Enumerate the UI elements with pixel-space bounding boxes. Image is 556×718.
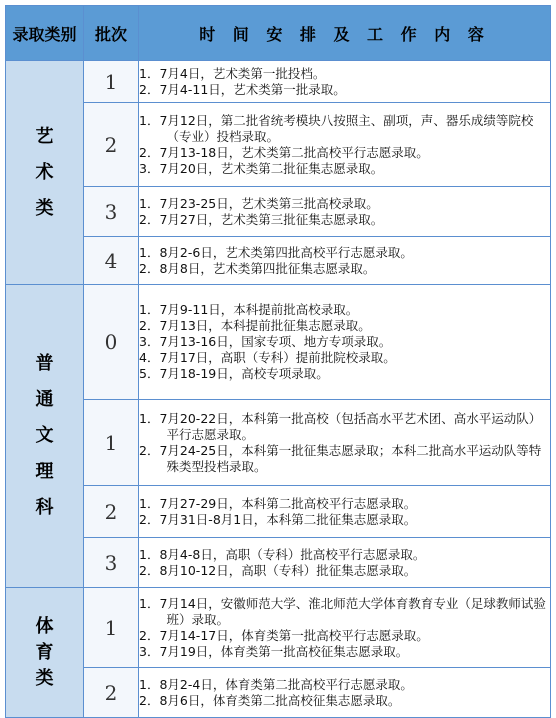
header-content: 时 间 安 排 及 工 作 内 容 — [139, 6, 551, 61]
header-batch: 批次 — [84, 6, 139, 61]
schedule-item: 4．7月17日，高职（专科）提前批院校录取。 — [139, 350, 396, 365]
schedule-item: 2．8月8日，艺术类第四批征集志愿录取。 — [139, 260, 376, 276]
schedule-item: 1．7月27-29日，本科第二批高校平行志愿录取。 — [139, 495, 417, 511]
table-body — [6, 61, 551, 718]
schedule-content — [139, 400, 551, 486]
schedule-item: 1．7月12日，第二批省统考模块八按照主、副项，声、器乐成绩等院校（专业）投档录取。 — [139, 112, 534, 144]
category-cell-general — [6, 285, 84, 588]
schedule-item: 2．7月4-11日，艺术类第一批录取。 — [139, 81, 346, 97]
schedule-item: 2．7月31日-8月1日，本科第二批征集志愿录取。 — [139, 511, 417, 527]
batch-number: 2 — [84, 668, 139, 718]
table-row — [6, 103, 551, 187]
schedule-content — [139, 187, 551, 237]
category-cell-art — [6, 61, 84, 285]
category-label: 艺术类 — [35, 125, 54, 219]
batch-number: 1 — [84, 61, 139, 103]
batch-number: 2 — [84, 103, 139, 187]
schedule-item: 1．7月20-22日，本科第一批高校（包括高水平艺术团、高水平运动队）平行志愿录取。 — [139, 410, 542, 442]
schedule-item: 1．7月14日，安徽师范大学、淮北师范大学体育教育专业（足球教师试验班）录取。 — [139, 595, 546, 627]
schedule-item: 2．7月24-25日，本科第一批征集志愿录取；本科二批高水平运动队等特殊类型投档录取。 — [139, 442, 542, 474]
schedule-item: 5．7月18-19日，高校专项录取。 — [139, 366, 329, 381]
table-row — [6, 237, 551, 285]
schedule-content — [139, 486, 551, 538]
table-row — [6, 187, 551, 237]
category-cell-pe — [6, 588, 84, 718]
batch-number: 0 — [84, 285, 139, 400]
schedule-content — [139, 237, 551, 285]
table-row — [6, 400, 551, 486]
schedule-item: 1．7月23-25日，艺术类第三批高校录取。 — [139, 195, 379, 211]
schedule-content — [139, 103, 551, 187]
schedule-content — [139, 538, 551, 588]
schedule-item: 3．7月19日，体育类第一批高校征集志愿录取。 — [139, 643, 409, 659]
schedule-item: 2．7月13-18日，艺术类第二批高校平行志愿录取。 — [139, 144, 429, 160]
schedule-item: 3．7月13-16日，国家专项、地方专项录取。 — [139, 334, 392, 349]
batch-number: 3 — [84, 187, 139, 237]
category-label: 体育类 — [35, 615, 54, 689]
schedule-item: 1．8月2-6日，艺术类第四批高校平行志愿录取。 — [139, 244, 413, 260]
schedule-content — [139, 588, 551, 668]
batch-number: 1 — [84, 400, 139, 486]
admission-schedule-table — [5, 5, 551, 718]
table-row — [6, 538, 551, 588]
schedule-item: 2．8月6日，体育类第二批高校征集志愿录取。 — [139, 692, 401, 708]
table-row — [6, 285, 551, 400]
batch-number: 4 — [84, 237, 139, 285]
table-row — [6, 588, 551, 668]
schedule-item: 1．8月2-4日，体育类第二批高校平行志愿录取。 — [139, 676, 413, 692]
schedule-item: 2．7月27日，艺术类第三批征集志愿录取。 — [139, 211, 384, 227]
schedule-item: 1．8月4-8日，高职（专科）批高校平行志愿录取。 — [139, 546, 426, 562]
header-row — [6, 6, 551, 61]
table-row — [6, 61, 551, 103]
batch-number: 1 — [84, 588, 139, 668]
schedule-content — [139, 668, 551, 718]
header-category: 录取类别 — [6, 6, 84, 61]
schedule-item: 2．7月13日，本科提前批征集志愿录取。 — [139, 318, 371, 333]
schedule-item: 2．7月14-17日，体育类第一批高校平行志愿录取。 — [139, 627, 429, 643]
batch-number: 2 — [84, 486, 139, 538]
schedule-content — [139, 285, 551, 400]
schedule-item: 1．7月9-11日，本科提前批高校录取。 — [139, 302, 359, 317]
schedule-item: 1．7月4日，艺术类第一批投档。 — [139, 65, 326, 81]
batch-number: 3 — [84, 538, 139, 588]
schedule-item: 2．8月10-12日，高职（专科）批征集志愿录取。 — [139, 562, 417, 578]
schedule-item: 3．7月20日，艺术类第二批征集志愿录取。 — [139, 160, 384, 176]
table-row — [6, 486, 551, 538]
schedule-content — [139, 61, 551, 103]
table-row — [6, 668, 551, 718]
category-label: 普通文理科 — [35, 353, 54, 518]
